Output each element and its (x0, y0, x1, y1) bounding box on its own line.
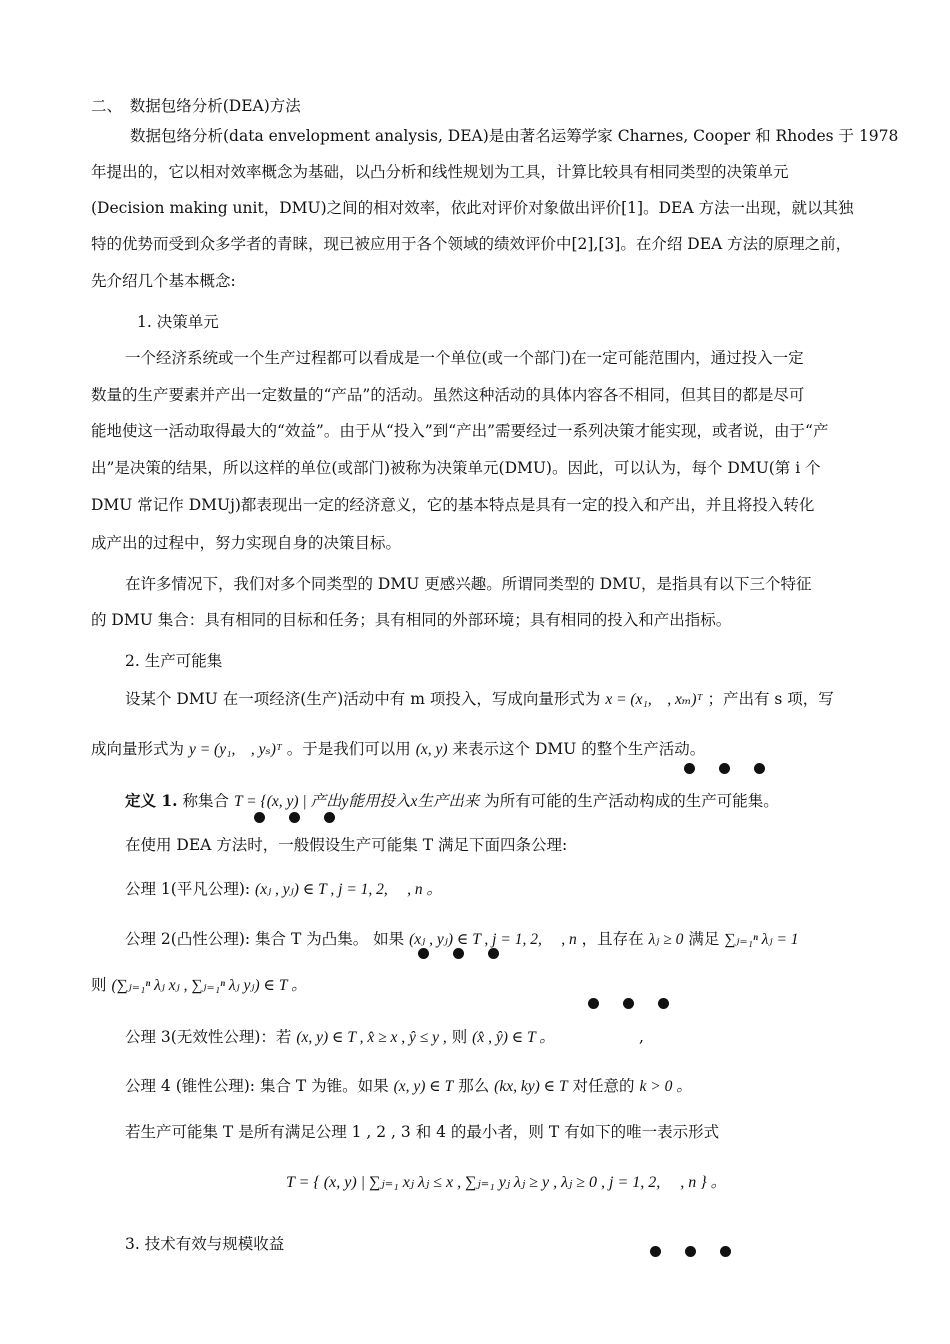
dot (324, 812, 335, 823)
axiom-2: 公理 2(凸性公理): 集合 T 为凸集。 如果 (xⱼ , yⱼ) ∈ T , j = 1, 2, , n ，且存在 λⱼ ≥ 0 满足 ∑ⱼ₌₁ⁿ λⱼ = 1 (125, 930, 799, 948)
output-vector-formula: y = (y₁, , yₛ)ᵀ (188, 741, 282, 758)
dot-group-3 (418, 948, 499, 959)
minimal-set-sentence: 若生产可能集 T 是所有满足公理 1 , 2 , 3 和 4 的最小者，则 T 有如下的唯一表示形式 (125, 1123, 720, 1141)
dot (488, 948, 499, 959)
stray-comma: , (639, 1028, 644, 1046)
dot (719, 763, 730, 774)
axiom-2-conclusion: 则 (∑ⱼ₌₁ⁿ λⱼ xⱼ , ∑ⱼ₌₁ⁿ λⱼ yⱼ) ∈ T 。 (91, 976, 307, 994)
axiom-3: 公理 3(无效性公理)：若 (x, y) ∈ T , x̂ ≥ x , ŷ ≤ y , 则 (x̂ , ŷ) ∈ T 。 (125, 1028, 555, 1046)
axiom-3-formula: (x, y) ∈ T , x̂ ≥ x , ŷ ≤ y , (296, 1029, 447, 1046)
dot (720, 1246, 731, 1257)
dot (684, 763, 695, 774)
output-vector-line: 成向量形式为 y = (y₁, , yₛ)ᵀ 。于是我们可以用 (x, y) 来表示这个 DMU 的整个生产活动。 (91, 740, 706, 758)
subheading-ppset: 2. 生产可能集 (125, 652, 223, 670)
axiom-1-formula: (xⱼ , yⱼ) ∈ T , j = 1, 2, , n 。 (255, 881, 443, 898)
input-vector-formula: x = (x₁, , xₘ)ᵀ (605, 691, 703, 708)
lambda-sum-formula: ∑ⱼ₌₁ⁿ λⱼ = 1 (724, 931, 799, 948)
dot-group-4 (588, 998, 669, 1009)
activity-pair-formula: (x, y) (415, 741, 448, 758)
axioms-intro: 在使用 DEA 方法时，一般假设生产可能集 T 满足下面四条公理: (125, 836, 568, 854)
axiom-2-formula: (xⱼ , yⱼ) ∈ T , j = 1, 2, , n (409, 931, 577, 948)
lambda-nonneg-formula: λⱼ ≥ 0 (648, 931, 684, 948)
dot-group-5 (650, 1246, 731, 1257)
dot (623, 998, 634, 1009)
representation-formula: T = { (x, y) | ∑ⱼ₌₁ xⱼ λⱼ ≤ x , ∑ⱼ₌₁ yⱼ λⱼ ≥ y , λⱼ ≥ 0 , j = 1, 2, , n } 。 (286, 1174, 727, 1191)
dot (685, 1246, 696, 1257)
input-vector-line: 设某个 DMU 在一项经济(生产)活动中有 m 项投入，写成向量形式为 x = (x₁, , xₘ)ᵀ ；产出有 s 项，写 (125, 690, 834, 708)
dot (588, 998, 599, 1009)
dot (289, 812, 300, 823)
dot (453, 948, 464, 959)
axiom-3-result-formula: (x̂ , ŷ) ∈ T 。 (472, 1029, 555, 1046)
k-positive-formula: k > 0 。 (639, 1078, 692, 1095)
dot-group-2 (254, 812, 335, 823)
subheading-technical-efficiency: 3. 技术有效与规模收益 (125, 1235, 285, 1253)
section-heading: 二、 数据包络分析(DEA)方法 (91, 97, 301, 115)
definition-1: 定义 1. 称集合 T = {(x, y) | 产出y能用投入x生产出来 为所有可能的生产活动构成的生产可能集。 (125, 791, 779, 810)
dot (754, 763, 765, 774)
dot (254, 812, 265, 823)
cone-formula: (kx, ky) ∈ T (494, 1078, 568, 1095)
convex-combination-formula: (∑ⱼ₌₁ⁿ λⱼ xⱼ , ∑ⱼ₌₁ⁿ λⱼ yⱼ) ∈ T 。 (111, 977, 307, 994)
dot-group-1 (684, 763, 765, 774)
definition-set-formula: T = {(x, y) | 产出y能用投入x生产出来 (233, 793, 480, 810)
axiom-4: 公理 4 (锥性公理): 集合 T 为锥。如果 (x, y) ∈ T 那么 (kx, ky) ∈ T 对任意的 k > 0 。 (125, 1077, 692, 1095)
axiom-4-formula: (x, y) ∈ T (393, 1078, 454, 1095)
subheading-dmu: 1. 决策单元 (137, 313, 219, 331)
dot (650, 1246, 661, 1257)
dot (418, 948, 429, 959)
dot (658, 998, 669, 1009)
axiom-1: 公理 1(平凡公理): (xⱼ , yⱼ) ∈ T , j = 1, 2, , n 。 (125, 880, 443, 898)
